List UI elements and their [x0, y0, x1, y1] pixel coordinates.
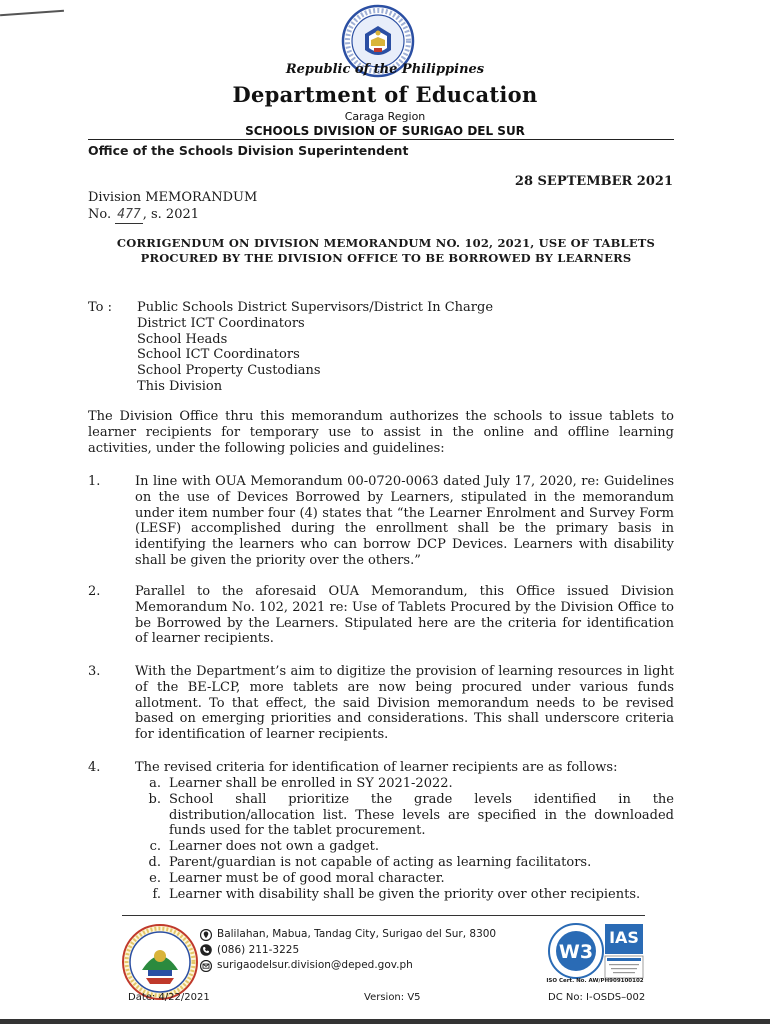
ias-badge-text: IAS — [609, 928, 639, 947]
email-icon — [200, 960, 212, 972]
criteria-letter: b. — [148, 791, 161, 807]
office-name: Office of the Schools Division Superintendent — [88, 143, 409, 158]
criteria-letter: a. — [149, 776, 161, 791]
memo-date: 28 SEPTEMBER 2021 — [514, 174, 673, 189]
footer-date: Date: 4/22/2021 — [128, 992, 210, 1003]
footer-contact — [200, 927, 496, 974]
footer-email: surigaodelsur.division@deped.gov.ph — [217, 959, 413, 971]
criteria-item — [135, 855, 674, 871]
memo-reference — [88, 189, 257, 224]
recipient-item: This Division — [137, 378, 223, 394]
criteria-text: Learner does not own a gadget. — [169, 839, 380, 855]
criteria-text: Learner shall be enrolled in SY 2021-2022. — [169, 776, 453, 791]
criteria-letter: f. — [152, 886, 161, 902]
criteria-text: Parent/guardian is not capable of acting as learning facilitators. — [169, 854, 592, 870]
item-text: The revised criteria for identification of learner recipients are as follows: — [135, 760, 618, 775]
header-republic: Republic of the Philippines — [285, 62, 485, 77]
criteria-text: Learner with disability shall be given the priority over other recipients. — [169, 886, 641, 902]
item-number: 4. — [88, 760, 101, 775]
criteria-item — [135, 887, 674, 903]
footer-divider — [122, 915, 645, 916]
criteria-letter: c. — [149, 839, 161, 855]
criteria-item — [135, 792, 674, 839]
email-row — [200, 958, 496, 974]
criteria-letter: d. — [148, 854, 161, 870]
criteria-text: Learner must be of good moral character. — [169, 870, 445, 886]
footer-version: Version: V5 — [364, 992, 421, 1003]
item-text: With the Department’s aim to digitize the provision of learning resources in light of the BE-LCP, more tablets are now being procured under various funds allotment. To that effect, the said Division memorandum needs to be revised based on emerging priorities and considerations. This shall underscore criteria for identification of learner recipients. — [135, 664, 674, 743]
header-department: Department of Education — [232, 82, 538, 107]
item-text: In line with OUA Memorandum 00-0720-0063 dated July 17, 2020, re: Guidelines on the use of Devices Borrowed by Learners, stipulated in the memorandum under item number four (4) states that “the Learner Enrolment and Survey Form (LESF) accomplished during the enrollment shall be the primary basis in identifying the learners who can borrow DCP Devices. Learners with disability shall be given the priority over the others.” — [135, 474, 674, 568]
footer-address: Balilahan, Mabua, Tandag City, Surigao del Sur, 8300 — [217, 928, 497, 940]
recipient-item: School Property Custodians — [137, 363, 321, 379]
scan-pen-mark — [0, 10, 64, 16]
phone-icon — [200, 944, 212, 956]
svg-text:W3: W3 — [558, 941, 594, 963]
intro-paragraph: The Division Office thru this memorandum authorizes the schools to issue tablets to learner recipients for temporary use to assist in the online and offline learning activities, under the following policies and guidelines: — [88, 409, 674, 456]
location-pin-icon — [200, 929, 212, 941]
memo-number-line — [88, 206, 257, 224]
criteria-list — [135, 776, 674, 902]
item-text: Parallel to the aforesaid OUA Memorandum, this Office issued Division Memorandum No. 102, 2021 re: Use of Tablets Procured by the Division Office to be Borrowed by the Learners. Stipulated here are the criteria for identification of learner recipients. — [135, 584, 674, 647]
recipients-label: To : — [88, 300, 113, 315]
criteria-item — [135, 871, 674, 887]
header-region: Caraga Region — [344, 110, 426, 123]
memo-subject: CORRIGENDUM ON DIVISION MEMORANDUM NO. 102, 2021, USE OF TABLETS PROCURED BY THE DIVISION OFFICE TO BE BORROWED BY LEARNERS — [116, 236, 656, 265]
item-number: 3. — [88, 664, 101, 679]
phone-row — [200, 943, 496, 959]
recipient-item: District ICT Coordinators — [137, 315, 305, 331]
criteria-letter: e. — [149, 870, 161, 886]
item-number: 1. — [88, 474, 101, 489]
scan-bottom-edge — [0, 1019, 770, 1024]
memo-number-handwritten: 477 — [117, 207, 141, 222]
recipient-item: School Heads — [137, 331, 228, 347]
recipients-list — [137, 300, 493, 395]
recipient-item: School ICT Coordinators — [137, 347, 300, 363]
criteria-item — [135, 776, 674, 792]
header-division: SCHOOLS DIVISION OF SURIGAO DEL SUR — [245, 124, 525, 138]
iso-certification-badge — [545, 922, 645, 980]
item-number: 2. — [88, 584, 101, 599]
criteria-text: School shall prioritize the grade levels identified in the distribution/allocation list. These levels are specified in the downloaded funds used for the tablet procurement. — [169, 791, 674, 839]
footer-dc-number: DC No: I-OSDS–002 — [548, 992, 646, 1003]
address-row — [200, 927, 496, 943]
memo-type: Division MEMORANDUM — [88, 190, 258, 205]
criteria-item — [135, 839, 674, 855]
footer-phone: (086) 211-3225 — [217, 943, 300, 956]
memo-number-prefix: No. — [88, 207, 112, 222]
recipient-item: Public Schools District Supervisors/District In Charge — [137, 300, 494, 315]
header-divider — [88, 139, 674, 140]
iso-cert-number: ISO Cert. No. AW/PH909100102 — [546, 978, 644, 984]
division-seal-logo — [120, 922, 200, 1002]
memo-number-suffix: , s. 2021 — [142, 207, 200, 222]
